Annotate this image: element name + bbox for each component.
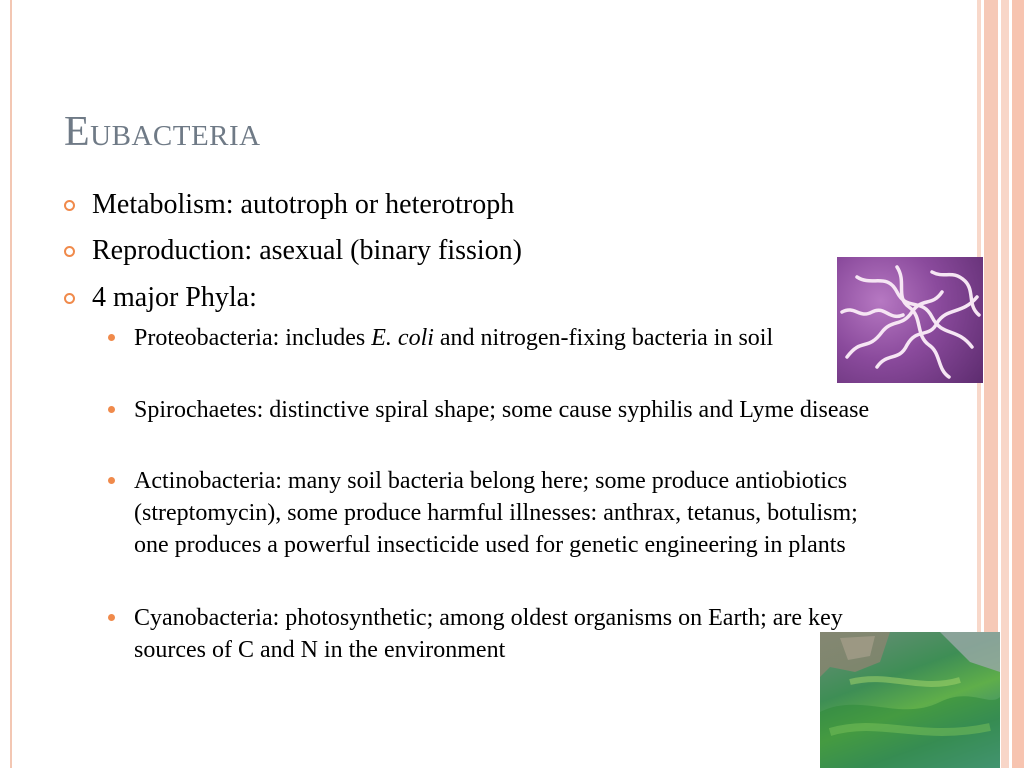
sub-bullet-text: Actinobacteria: many soil bacteria belong here; some produce antiobiotics (streptomycin), some produce harmful illnesses: anthrax, tetanus, botulism; one produces a powerful insecticide used for genetic engineering in plants [134,468,858,558]
bullet-dot-icon [108,614,115,621]
sub-bullet-text: Cyanobacteria: photosynthetic; among oldest organisms on Earth; are key sources of C and N in the environment [134,605,843,663]
right-accent-stripe [1012,0,1024,768]
bullet-dot-icon [108,477,115,484]
sub-bullet-item [134,602,884,666]
bullet-ring-icon [64,246,75,257]
sub-bullet-emphasis: E. coli [371,325,434,351]
bullet-dot-icon [108,334,115,341]
bullet-item [92,234,522,268]
bullet-item [92,188,514,222]
bullet-dot-icon [108,406,115,413]
sub-bullet-text: Spirochaetes: distinctive spiral shape; some cause syphilis and Lyme disease [134,397,870,423]
sub-bullet-item [134,322,824,354]
left-accent-rule [10,0,12,768]
slide-title: Eubacteria [64,109,261,155]
cyanobacteria-photo [820,632,1000,768]
bullet-text: 4 major Phyla: [92,282,257,313]
sub-bullet-text-end: and nitrogen-fixing bacteria in soil [433,325,774,351]
right-accent-stripe [1001,0,1009,768]
bullet-ring-icon [64,200,75,211]
bullet-text: Metabolism: autotroph or heterotroph [92,189,515,220]
sub-bullet-item [134,394,884,426]
sub-bullet-item [134,465,884,561]
sub-bullet-text-start: Proteobacteria: includes [134,325,372,351]
bullet-text: Reproduction: asexual (binary fission) [92,235,523,266]
bullet-ring-icon [64,293,75,304]
bullet-item [92,281,257,315]
spirochete-photo [837,257,983,383]
